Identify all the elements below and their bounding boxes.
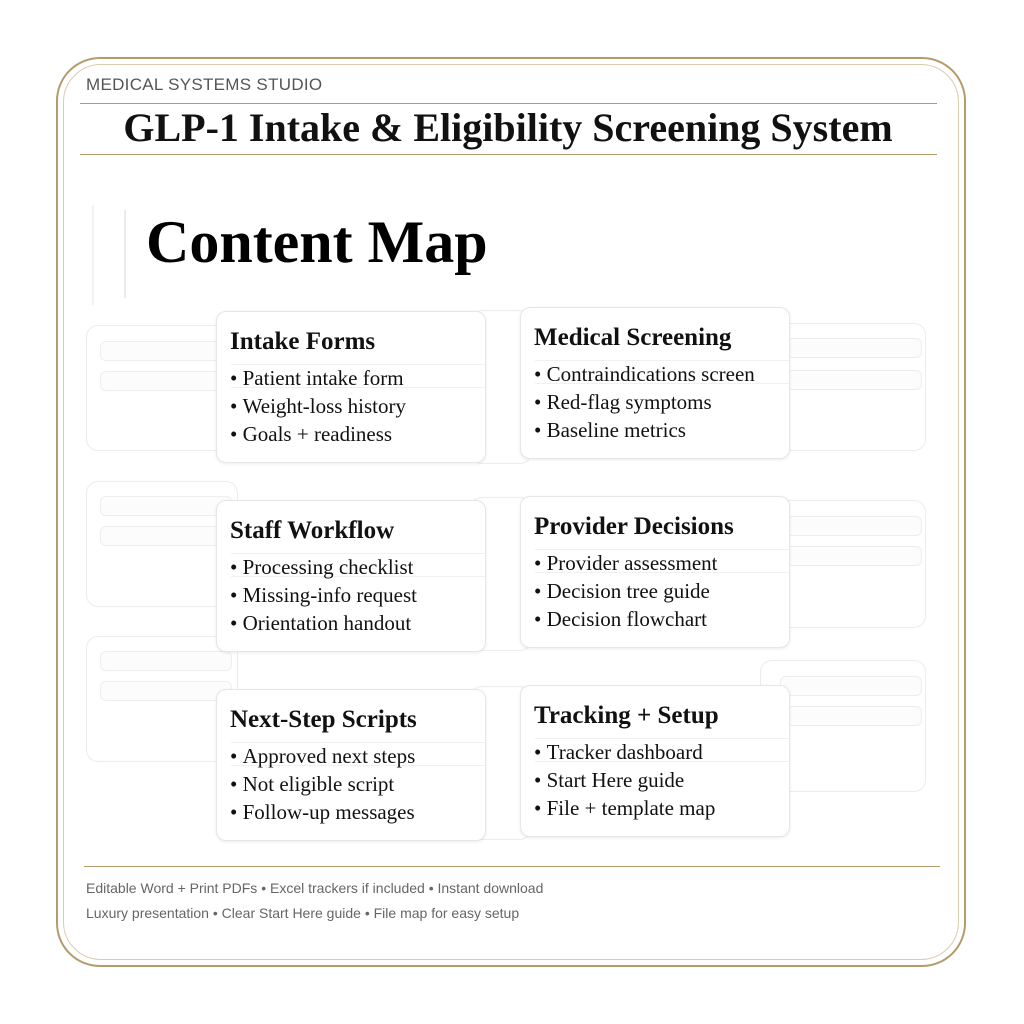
- section-card-medical-screening: [520, 307, 790, 459]
- section-item: • Orientation handout: [230, 609, 417, 637]
- section-title: Medical Screening: [534, 324, 732, 351]
- section-items: [534, 360, 755, 444]
- section-item: • Red-flag symptoms: [534, 388, 755, 416]
- section-item: • Approved next steps: [230, 742, 415, 770]
- ghost-line: [100, 526, 232, 546]
- ghost-line: [780, 676, 922, 696]
- section-item: • Contraindications screen: [534, 360, 755, 388]
- section-title: Tracking + Setup: [534, 702, 719, 729]
- ghost-line: [100, 681, 232, 701]
- footer-line-1: Editable Word + Print PDFs • Excel trackers if included • Instant download: [86, 880, 544, 896]
- section-item: • Follow-up messages: [230, 798, 415, 826]
- section-title: Staff Workflow: [230, 517, 395, 544]
- footer-line-2: Luxury presentation • Clear Start Here guide • File map for easy setup: [86, 905, 520, 921]
- section-item: • Not eligible script: [230, 770, 415, 798]
- ghost-line: [100, 496, 232, 516]
- section-item: • Weight-loss history: [230, 392, 406, 420]
- section-card-provider-decisions: [520, 496, 790, 648]
- heading-accent-bar: [124, 210, 126, 298]
- section-title: Provider Decisions: [534, 513, 734, 540]
- section-items: [230, 742, 415, 826]
- section-item: • Goals + readiness: [230, 420, 406, 448]
- ghost-line: [780, 546, 922, 566]
- ghost-line: [100, 341, 232, 361]
- brand-name: MEDICAL SYSTEMS STUDIO: [86, 75, 323, 94]
- ghost-line: [780, 706, 922, 726]
- title-bottom-rule: [80, 154, 937, 155]
- ghost-line: [780, 338, 922, 358]
- footer-rule: [84, 866, 940, 867]
- section-item: • Missing-info request: [230, 581, 417, 609]
- ghost-line: [780, 516, 922, 536]
- section-card-intake-forms: [216, 311, 486, 463]
- section-items: [230, 553, 417, 637]
- section-item: • Decision tree guide: [534, 577, 718, 605]
- ghost-line: [780, 370, 922, 390]
- section-item: • Patient intake form: [230, 364, 406, 392]
- section-item: • Baseline metrics: [534, 416, 755, 444]
- section-card-staff-workflow: [216, 500, 486, 652]
- section-title: Intake Forms: [230, 328, 376, 355]
- content-map-heading: Content Map: [146, 209, 488, 275]
- section-item: • Processing checklist: [230, 553, 417, 581]
- section-card-next-step-scripts: [216, 689, 486, 841]
- section-item: • File + template map: [534, 794, 715, 822]
- document-title: GLP-1 Intake & Eligibility Screening System: [123, 105, 893, 150]
- section-items: [534, 549, 718, 633]
- section-item: • Start Here guide: [534, 766, 715, 794]
- section-item: • Tracker dashboard: [534, 738, 715, 766]
- ghost-line: [100, 371, 232, 391]
- ghost-line: [100, 651, 232, 671]
- decorative-bar: [92, 205, 94, 305]
- section-card-tracking-setup: [520, 685, 790, 837]
- section-items: [534, 738, 715, 822]
- section-items: [230, 364, 406, 448]
- section-item: • Decision flowchart: [534, 605, 718, 633]
- section-item: • Provider assessment: [534, 549, 718, 577]
- section-title: Next-Step Scripts: [230, 706, 417, 733]
